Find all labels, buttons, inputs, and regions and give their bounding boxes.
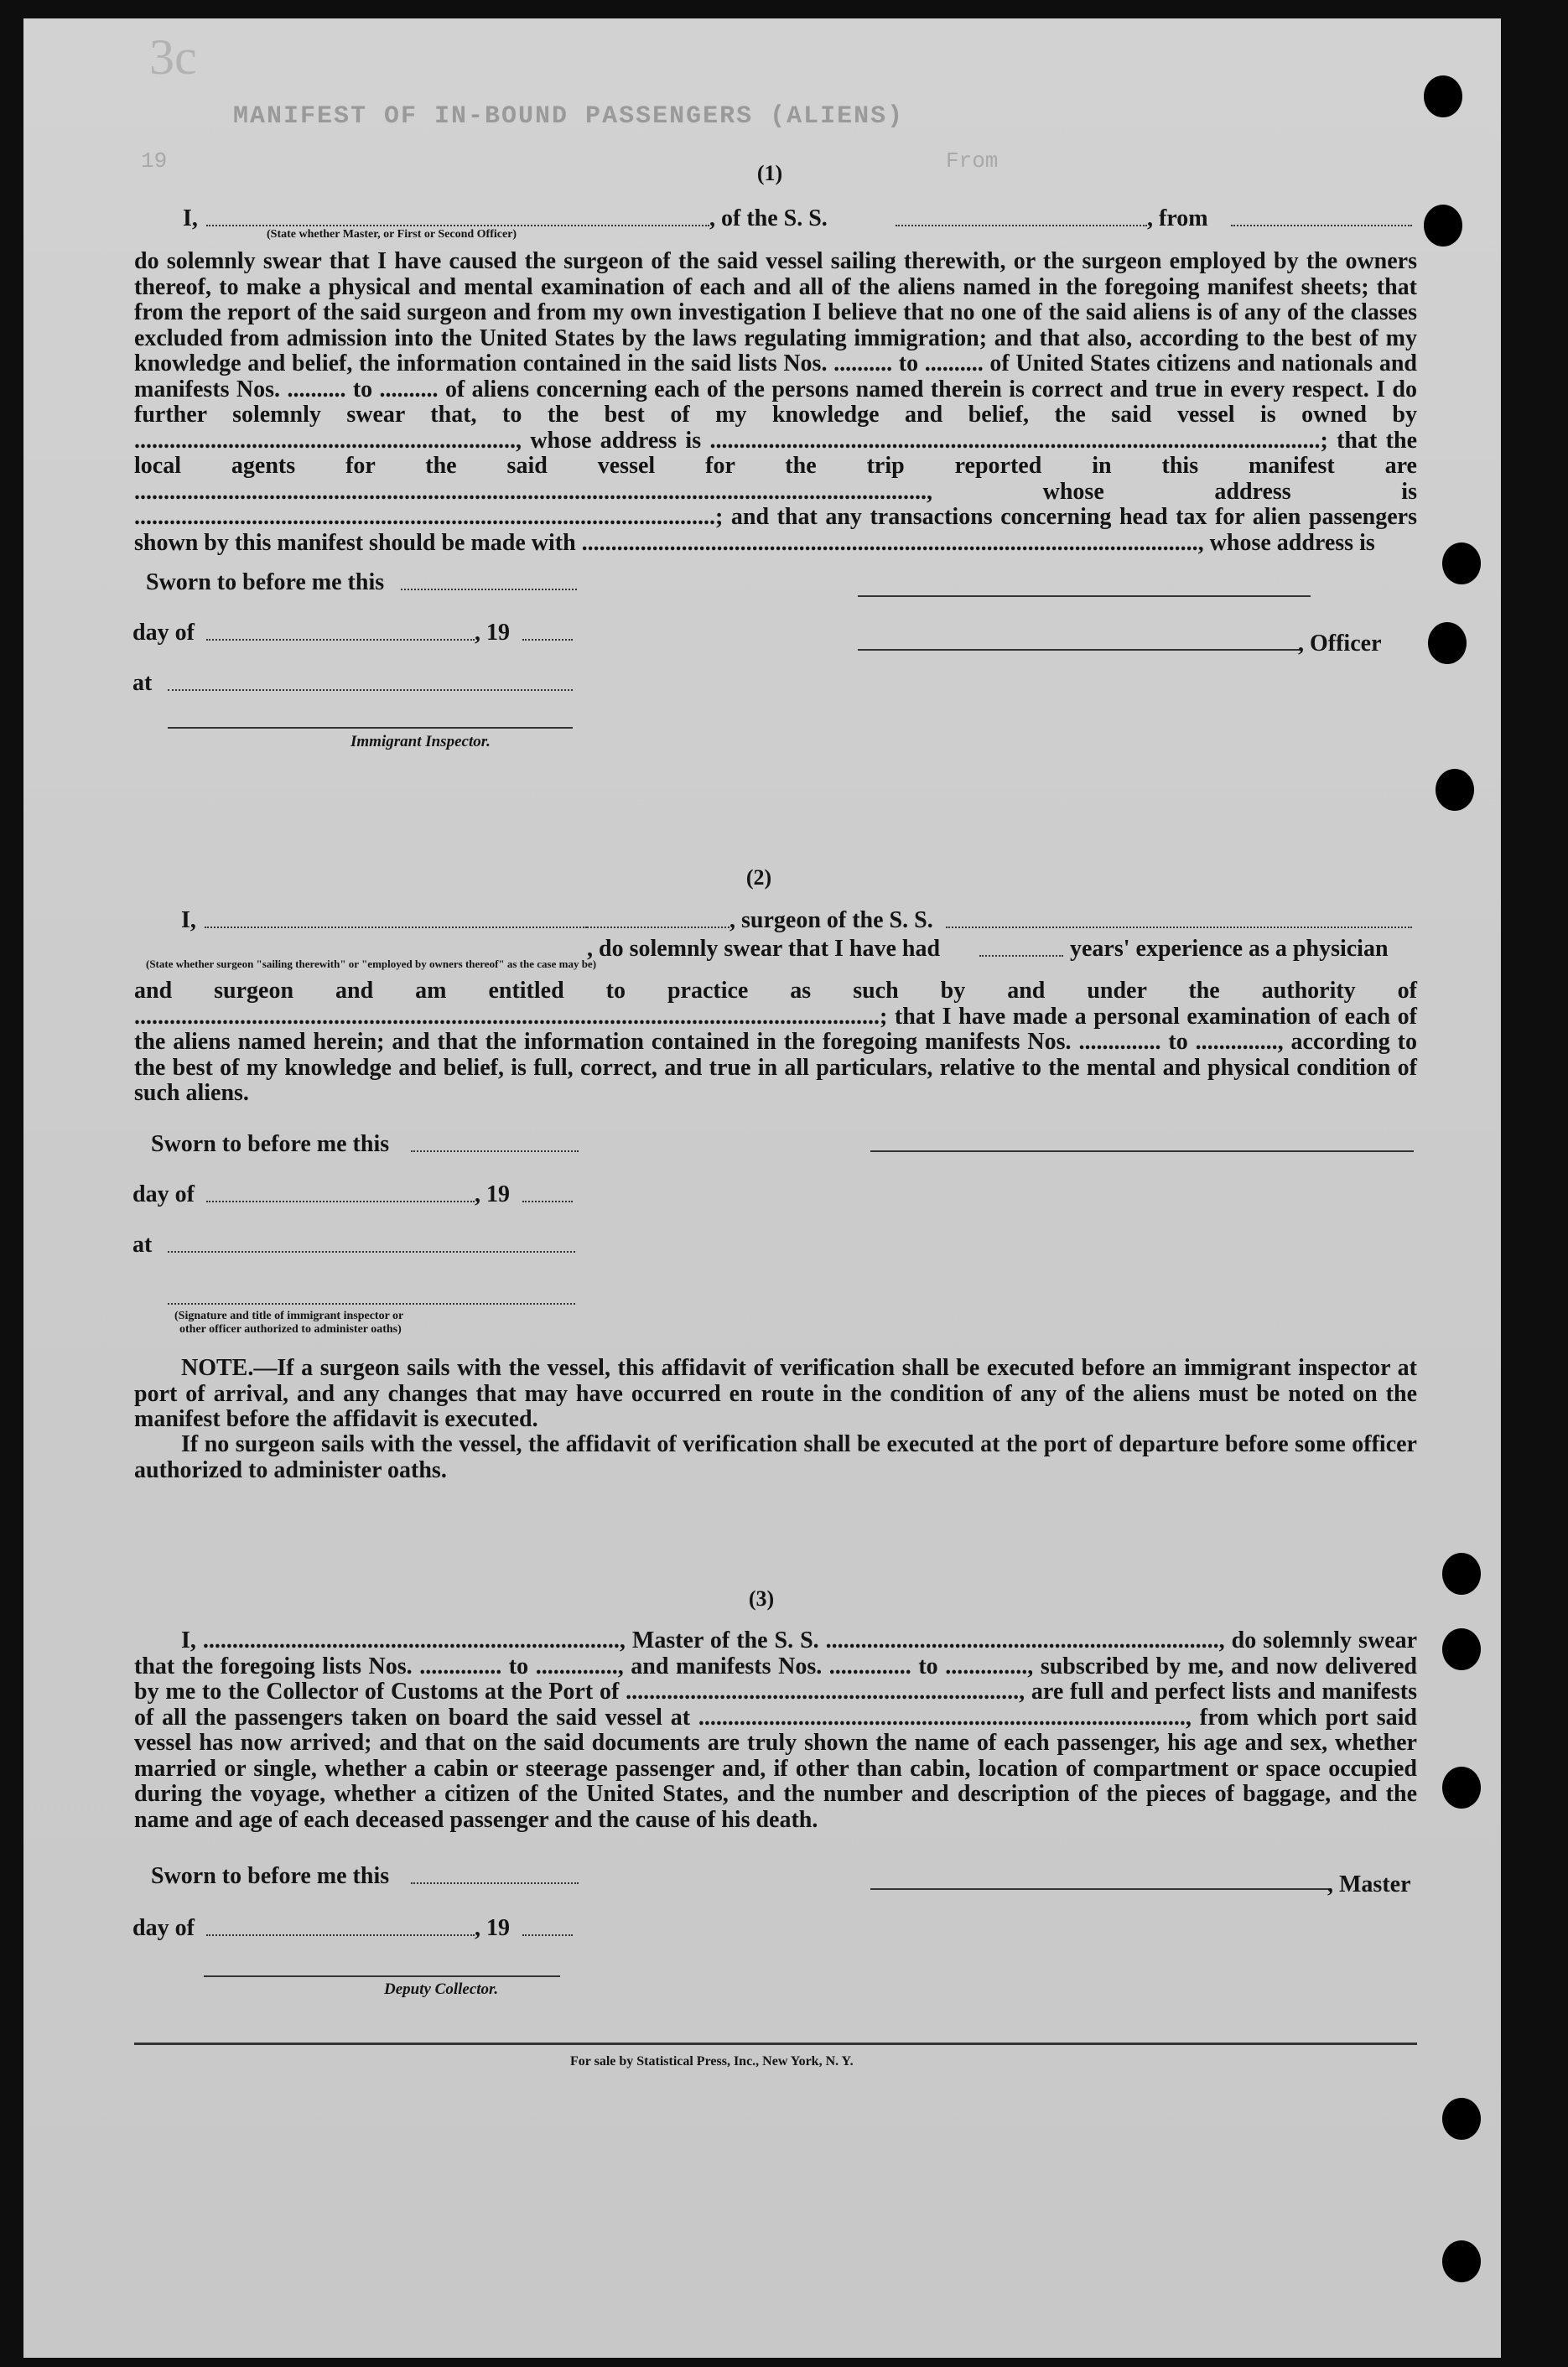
section-1-at-field[interactable]: [168, 689, 573, 691]
section-1-from: , from: [1147, 205, 1208, 231]
section-1-year-field[interactable]: [522, 639, 573, 641]
section-3-heading: (3): [748, 1586, 775, 1611]
document-sheet: [23, 18, 1501, 2358]
section-3-day-field[interactable]: [206, 1934, 475, 1936]
section-2-swear: , do solemnly swear that I have had: [587, 936, 941, 962]
section-2-day-field[interactable]: [206, 1201, 475, 1202]
section-1-day-of: day of: [132, 620, 195, 646]
section-3-sworn-field[interactable]: [411, 1882, 579, 1884]
section-2-caption: (State whether surgeon "sailing therewith" or "employed by owners thereof" as the case may be): [146, 958, 597, 970]
punch-hole: [1424, 75, 1462, 117]
section-1-caption: (State whether Master, or First or Second Officer): [267, 228, 517, 241]
section-2-sworn: Sworn to before me this: [151, 1131, 390, 1157]
punch-hole: [1436, 769, 1474, 811]
section-3-day-of: day of: [132, 1915, 195, 1941]
section-2-note-1: NOTE.—If a surgeon sails with the vessel, this affidavit of verification shall be executed before an immigrant inspector at port of arrival, and any changes that may have occurred en route in the condition of any of the aliens must be noted on the manifest before the affidavit is executed.: [134, 1355, 1417, 1432]
punch-hole: [1442, 1628, 1481, 1670]
section-1-heading: (1): [756, 161, 783, 185]
section-1-officer: , Officer: [1298, 631, 1382, 657]
section-3-deputy: Deputy Collector.: [384, 1980, 499, 1998]
section-2-nineteen: , 19: [475, 1181, 510, 1207]
section-1-sworn: Sworn to before me this: [146, 569, 385, 595]
section-2-body: and surgeon and am entitled to practice as such by and under the authority of ...............................................................................................................................; that I have made a personal examination of each of the aliens named herein; and that the information contained in the foregoing manifests Nos. .............. to .............., according to the best of my knowledge and belief, is full, correct, and true in all particulars, relative to the mental and physical condition of such aliens.: [134, 978, 1417, 1106]
section-1-at: at: [132, 670, 153, 696]
section-2-sig-caption-1: (Signature and title of immigrant inspector or: [174, 1310, 404, 1322]
section-3-nineteen: , 19: [475, 1915, 510, 1941]
faint-date: 19: [141, 148, 168, 174]
faint-from: From: [946, 148, 999, 174]
section-2-sig-caption-2: other officer authorized to administer oaths): [179, 1323, 402, 1336]
section-3-master: , Master: [1327, 1871, 1411, 1897]
master-line[interactable]: [870, 1888, 1332, 1890]
deputy-line[interactable]: [204, 1975, 560, 1977]
punch-hole: [1442, 542, 1481, 584]
section-2-i: I,: [181, 907, 196, 933]
footer-rule: [134, 2043, 1417, 2045]
section-1-inspector: Immigrant Inspector.: [350, 733, 491, 750]
section-3-body: I, ......................................................................., Master of the S. S. ..................................................................., do solemnly swear that the foregoing lists Nos. .............. to .............., and manifests Nos. .............. to .............., subscribed by me, and now delivered by me to the Collector of Customs at the Port of ..................................................................., are full and perfect lists and manifests of all the passengers taken on board the said vessel at ..................................................................................., from which port said vessel has now arrived; and that on the said documents are truly shown the name of each passenger, his age and sex, whether married or single, whether a cabin or steerage passenger and, if other than cabin, location of compartment or space occupied during the voyage, whether a citizen of the United States, and the number and description of the pieces of baggage, and the name and age of each deceased passenger and the cause of his death.: [134, 1627, 1417, 1833]
vessel-field[interactable]: [896, 225, 1147, 226]
section-2-vessel-field[interactable]: [946, 927, 1412, 928]
section-2-surgeon: , surgeon of the S. S.: [729, 907, 933, 933]
section-2-heading: (2): [745, 865, 772, 890]
section-2-name-field-2[interactable]: [587, 927, 729, 928]
officer-line[interactable]: [858, 649, 1301, 651]
rank-field[interactable]: [206, 225, 709, 226]
punch-hole: [1442, 2098, 1481, 2140]
footer-printer: For sale by Statistical Press, Inc., New York, N. Y.: [570, 2054, 854, 2069]
punch-hole: [1442, 2240, 1481, 2282]
section-2-note-2: If no surgeon sails with the vessel, the affidavit of verification shall be executed at the port of departure before some officer authorized to administer oaths.: [134, 1431, 1417, 1483]
section-2-at-field[interactable]: [168, 1251, 575, 1253]
section-2-officer-line[interactable]: [168, 1303, 575, 1305]
punch-hole: [1424, 205, 1462, 247]
section-2-day-of: day of: [132, 1181, 195, 1207]
section-2-years-field[interactable]: [979, 955, 1063, 957]
corner-mark: 3c: [149, 29, 197, 85]
section-1-day-field[interactable]: [206, 639, 475, 641]
section-3-sworn: Sworn to before me this: [151, 1863, 390, 1889]
punch-hole: [1442, 1767, 1481, 1809]
section-1-i: I,: [183, 205, 198, 231]
section-1-nineteen: , 19: [475, 620, 510, 646]
section-2-name-field[interactable]: [205, 927, 587, 928]
faint-title: MANIFEST OF IN-BOUND PASSENGERS (ALIENS): [233, 102, 905, 131]
section-1-sworn-field[interactable]: [401, 589, 577, 590]
section-2-at: at: [132, 1232, 153, 1258]
section-1-signature-line[interactable]: [858, 595, 1311, 597]
punch-hole: [1442, 1553, 1481, 1595]
section-2-year-field[interactable]: [522, 1201, 573, 1202]
section-1-body: do solemnly swear that I have caused the surgeon of the said vessel sailing therewith, or the surgeon employed by the owners thereof, to make a physical and mental examination of each and all of the aliens named in the foregoing manifest sheets; that from the report of the said surgeon and from my own investigation I believe that no one of the said aliens is of any of the classes excluded from admission into the United States by the laws regulating immigration; and that also, according to the best of my knowledge and belief, the information contained in the said lists Nos. .......... to .......... of United States citizens and nationals and manifests Nos. .......... to .......... of aliens concerning each of the persons named therein is correct and true in every respect. I do further solemnly swear that, to the best of my knowledge and belief, the said vessel is owned by ................................................................., whose address is ........................................................................................................; that the local agents for the said vessel for the trip reported in this manifest are ......................................................................................................................................., whose address is ...................................................................................................; and that any transactions concerning head tax for alien passengers shown by this manifest should be made with ........................................................................................................., whose address is: [134, 248, 1417, 556]
section-1-of-ss: , of the S. S.: [709, 205, 828, 231]
section-2-sworn-field[interactable]: [411, 1150, 579, 1152]
punch-hole: [1428, 622, 1467, 664]
inspector-line[interactable]: [168, 727, 573, 729]
from-field[interactable]: [1231, 225, 1412, 226]
section-2-signature-line[interactable]: [870, 1150, 1414, 1152]
section-3-year-field[interactable]: [522, 1934, 573, 1936]
section-2-years: years' experience as a physician: [1070, 936, 1389, 962]
